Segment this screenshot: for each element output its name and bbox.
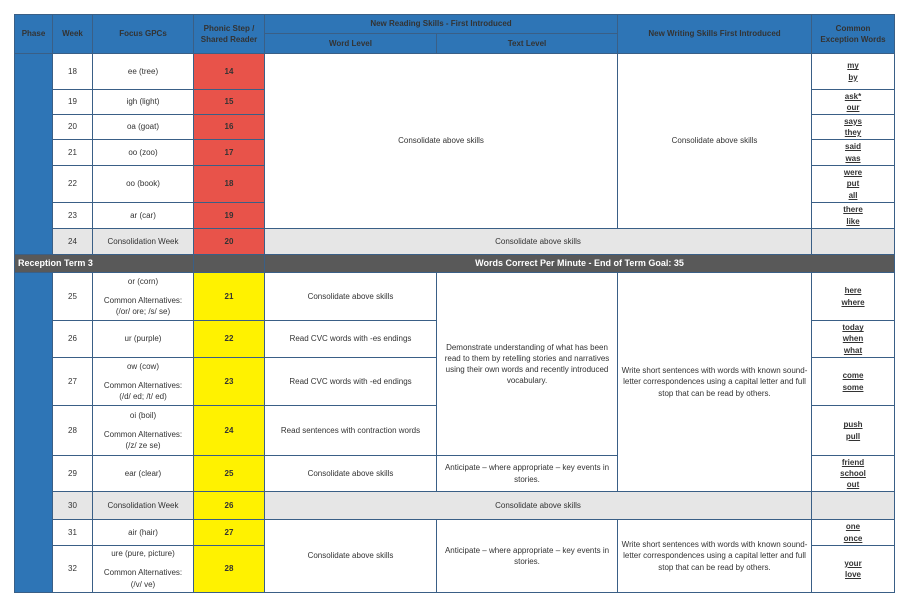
phonic-step-cell: 15 [194, 90, 265, 115]
text-level-cell: Anticipate – where appropriate – key events in stories. [437, 456, 618, 492]
gpc-cell: Consolidation Week [93, 229, 194, 255]
word-level-cell: Read CVC words with -ed endings [265, 358, 437, 406]
reading-skills-merged: Consolidate above skills [265, 54, 618, 229]
exception-word: school [840, 468, 866, 478]
week-cell: 30 [53, 492, 93, 520]
exception-word: pull [845, 431, 861, 441]
header-phonic-step-line2: Shared Reader [200, 35, 258, 44]
week-cell: 22 [53, 166, 93, 203]
word-level-cell: Consolidate above skills [265, 273, 437, 321]
exception-word: when [842, 334, 864, 344]
phonic-step-cell: 19 [194, 203, 265, 229]
header-new-writing-skills: New Writing Skills First Introduced [618, 15, 812, 54]
phonic-step-cell: 16 [194, 115, 265, 140]
table-row [15, 273, 895, 321]
gpc-cell: oa (goat) [93, 115, 194, 140]
header-phonic-step-line1: Phonic Step / [203, 23, 255, 33]
gpc-alternatives-label: Common Alternatives: [103, 380, 183, 390]
term-banner-row [15, 255, 895, 273]
week-cell: 31 [53, 520, 93, 546]
exception-words-cell [812, 229, 895, 255]
header-row-1 [15, 15, 895, 34]
exception-word: there [843, 205, 863, 215]
week-cell: 32 [53, 546, 93, 593]
exception-word: like [846, 216, 860, 226]
week-cell: 19 [53, 90, 93, 115]
word-level-cell: Read CVC words with -es endings [265, 321, 437, 358]
exception-word: says [844, 116, 862, 126]
gpc-cell [93, 273, 194, 321]
header-cew-line2: Exception Words [820, 35, 886, 44]
exception-word: your [844, 558, 862, 568]
gpc-alternatives: (/v/ ve) [130, 579, 156, 589]
consolidation-row [15, 492, 895, 520]
gpc-cell [93, 358, 194, 406]
exception-words-cell [812, 54, 895, 90]
exception-word: where [841, 297, 865, 307]
week-cell: 21 [53, 140, 93, 166]
consolidation-text: Consolidate above skills [265, 229, 812, 255]
exception-word: our [846, 103, 860, 112]
exception-words-cell [812, 115, 895, 140]
gpc-alternatives: (/d/ ed; /t/ ed) [119, 392, 167, 402]
exception-word: here [844, 286, 862, 296]
exception-word: once [843, 533, 863, 543]
phonic-step-cell: 21 [194, 273, 265, 321]
exception-word: ask* [844, 91, 862, 101]
term-goal: Words Correct Per Minute - End of Term Goal: 35 [265, 255, 895, 273]
week-cell: 28 [53, 406, 93, 456]
exception-word: one [845, 522, 861, 532]
header-common-exception-words [812, 15, 895, 54]
header-phonic-step [194, 15, 265, 54]
exception-word: put [846, 179, 860, 189]
week-cell: 26 [53, 321, 93, 358]
phonic-step-cell: 23 [194, 358, 265, 406]
consolidation-text: Consolidate above skills [265, 492, 812, 520]
phase-cell [15, 54, 53, 255]
exception-word: today [842, 323, 864, 333]
exception-words-cell [812, 492, 895, 520]
writing-skills-merged: Write short sentences with words with known sound-letter correspondences using a capital letter and full stop that can be read by others. [618, 520, 812, 593]
text-level-merged: Demonstrate understanding of what has been read to them by retelling stories and narratives using their own words and recently introduced vocabulary. [437, 273, 618, 456]
exception-word: love [845, 570, 862, 579]
gpc-cell: air (hair) [93, 520, 194, 546]
exception-words-cell [812, 456, 895, 492]
week-cell: 18 [53, 54, 93, 90]
exception-word: was [845, 153, 861, 163]
gpc-cell: igh (light) [93, 90, 194, 115]
gpc-alternatives-label: Common Alternatives: [103, 568, 183, 578]
writing-skills-merged: Write short sentences with words with known sound-letter correspondences using a capital letter and full stop that can be read by others. [618, 273, 812, 492]
exception-words-cell [812, 203, 895, 229]
gpc-cell: oo (book) [93, 166, 194, 203]
phonic-step-cell: 20 [194, 229, 265, 255]
week-cell: 27 [53, 358, 93, 406]
header-text-level: Text Level [437, 34, 618, 54]
exception-words-cell [812, 273, 895, 321]
gpc-cell: ee (tree) [93, 54, 194, 90]
phonics-plan-table [14, 14, 895, 593]
phonic-step-cell: 17 [194, 140, 265, 166]
exception-words-cell [812, 166, 895, 203]
week-cell: 20 [53, 115, 93, 140]
writing-skills-merged: Consolidate above skills [618, 54, 812, 229]
gpc-alternatives-label: Common Alternatives: [103, 429, 183, 439]
header-cew-line1: Common [835, 23, 871, 33]
phonic-step-cell: 14 [194, 54, 265, 90]
gpc-cell [93, 406, 194, 456]
week-cell: 24 [53, 229, 93, 255]
exception-word: my [847, 61, 859, 71]
phonic-step-cell: 28 [194, 546, 265, 593]
gpc-cell [93, 546, 194, 593]
header-focus-gpcs: Focus GPCs [93, 15, 194, 54]
header-word-level: Word Level [265, 34, 437, 54]
gpc-cell: ur (purple) [93, 321, 194, 358]
phonic-step-cell: 22 [194, 321, 265, 358]
exception-word: some [842, 382, 864, 392]
consolidation-row [15, 229, 895, 255]
gpc-main: oi (boil) [129, 410, 157, 420]
text-level-merged: Anticipate – where appropriate – key events in stories. [437, 520, 618, 593]
gpc-cell: oo (zoo) [93, 140, 194, 166]
exception-word: were [843, 168, 863, 178]
word-level-cell: Read sentences with contraction words [265, 406, 437, 456]
phonic-step-cell: 26 [194, 492, 265, 520]
exception-word: they [844, 128, 862, 137]
exception-words-cell [812, 140, 895, 166]
term-label: Reception Term 3 [15, 255, 194, 273]
exception-word: come [842, 371, 864, 381]
gpc-main: ure (pure, picture) [111, 549, 175, 559]
word-level-cell: Consolidate above skills [265, 456, 437, 492]
header-phase: Phase [15, 15, 53, 54]
exception-word: all [848, 190, 858, 200]
exception-words-cell [812, 321, 895, 358]
week-cell: 29 [53, 456, 93, 492]
gpc-cell: Consolidation Week [93, 492, 194, 520]
phonic-step-cell: 24 [194, 406, 265, 456]
exception-words-cell [812, 406, 895, 456]
gpc-alternatives: (/z/ ze se) [125, 441, 161, 451]
week-cell: 25 [53, 273, 93, 321]
week-cell: 23 [53, 203, 93, 229]
exception-words-cell [812, 90, 895, 115]
exception-word: by [848, 72, 858, 82]
phase-cell [15, 273, 53, 593]
table-row [15, 520, 895, 546]
gpc-main: or (corn) [127, 276, 159, 286]
exception-word: said [845, 142, 862, 152]
exception-word: what [843, 345, 863, 355]
phonic-step-cell: 18 [194, 166, 265, 203]
exception-word: out [846, 480, 860, 490]
exception-words-cell [812, 358, 895, 406]
table-row [15, 54, 895, 90]
gpc-main: ow (cow) [126, 361, 159, 371]
phonic-step-cell: 25 [194, 456, 265, 492]
gpc-cell: ear (clear) [93, 456, 194, 492]
exception-word: push [843, 420, 863, 430]
phonic-step-cell: 27 [194, 520, 265, 546]
gpc-alternatives: (/or/ ore; /s/ se) [115, 307, 171, 317]
exception-words-cell [812, 546, 895, 593]
exception-words-cell [812, 520, 895, 546]
term-step-spacer [194, 255, 265, 273]
gpc-cell: ar (car) [93, 203, 194, 229]
exception-word: friend [841, 457, 865, 467]
word-level-merged: Consolidate above skills [265, 520, 437, 593]
gpc-alternatives-label: Common Alternatives: [103, 295, 183, 305]
header-week: Week [53, 15, 93, 54]
header-new-reading-skills: New Reading Skills - First Introduced [265, 15, 618, 34]
